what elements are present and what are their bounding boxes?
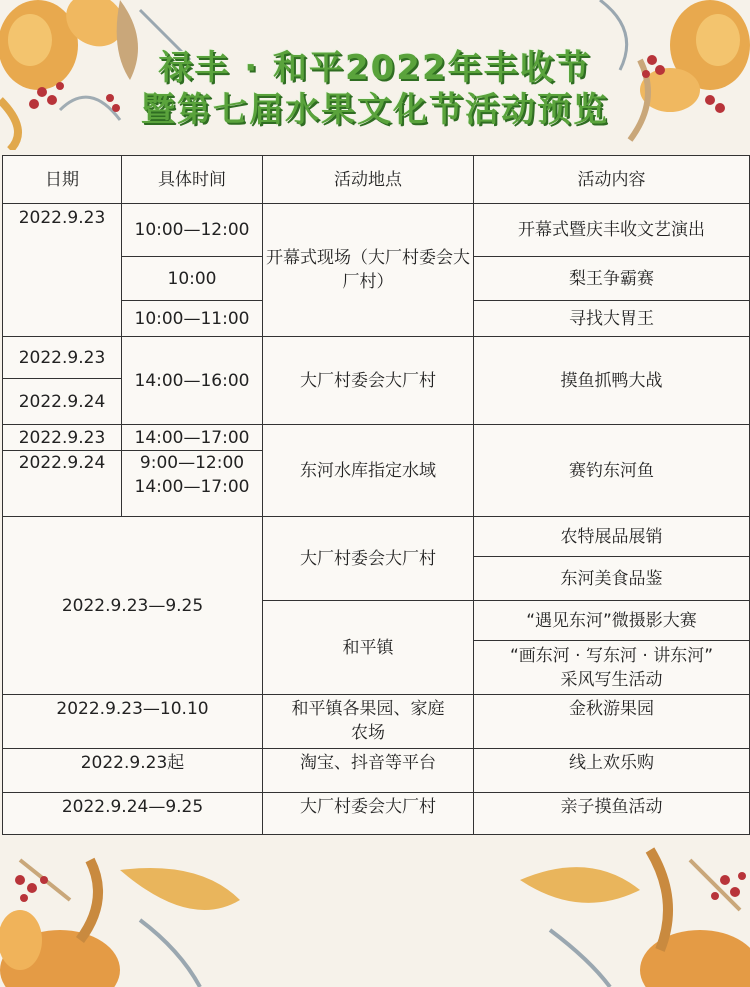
date-cell: 2022.9.23—9.25	[3, 517, 263, 695]
time-cell: 14:00—16:00	[122, 337, 263, 425]
table-row	[3, 425, 750, 451]
header-location: 活动地点	[263, 156, 474, 204]
table-row	[3, 749, 750, 793]
location-line: 和平镇各果园、家庭	[291, 699, 445, 719]
time-cell: 10:00—11:00	[122, 301, 263, 337]
table-row	[3, 793, 750, 835]
table-row	[3, 517, 750, 557]
date-cell: 2022.9.24	[3, 451, 122, 517]
header-date: 日期	[3, 156, 122, 204]
content-cell: 摸鱼抓鸭大战	[474, 337, 750, 425]
content-cell: 线上欢乐购	[474, 749, 750, 793]
autumn-leaves-bottom-left-decoration	[0, 840, 250, 987]
location-cell: 大厂村委会大厂村	[263, 793, 474, 835]
content-cell: 东河美食品鉴	[474, 557, 750, 601]
date-cell: 2022.9.23起	[3, 749, 263, 793]
content-cell: 农特展品展销	[474, 517, 750, 557]
location-cell: 淘宝、抖音等平台	[263, 749, 474, 793]
header-time: 具体时间	[122, 156, 263, 204]
autumn-leaves-bottom-right-decoration	[510, 840, 750, 987]
time-line: 14:00—17:00	[134, 477, 250, 497]
title-line-2: 暨第七届水果文化节活动预览	[141, 90, 609, 130]
content-cell: 开幕式暨庆丰收文艺演出	[474, 204, 750, 257]
activity-schedule-table	[2, 155, 750, 835]
location-line: 农场	[351, 723, 385, 743]
time-cell: 10:00—12:00	[122, 204, 263, 257]
time-cell: 14:00—17:00	[122, 425, 263, 451]
date-cell: 2022.9.23—10.10	[3, 695, 263, 749]
table-header-row	[3, 156, 750, 204]
content-cell: 寻找大胃王	[474, 301, 750, 337]
content-cell: 金秋游果园	[474, 695, 750, 749]
content-cell: 赛钓东河鱼	[474, 425, 750, 517]
content-line: “画东河 · 写东河 · 讲东河”	[509, 645, 714, 666]
content-cell-multi	[474, 641, 750, 695]
date-cell: 2022.9.23	[3, 204, 122, 337]
date-cell: 2022.9.24—9.25	[3, 793, 263, 835]
time-cell-multi	[122, 451, 263, 517]
location-cell: 大厂村委会大厂村	[263, 337, 474, 425]
time-cell: 10:00	[122, 257, 263, 301]
table-row	[3, 204, 750, 257]
time-line: 9:00—12:00	[139, 453, 245, 473]
date-cell: 2022.9.23	[3, 425, 122, 451]
header-content: 活动内容	[474, 156, 750, 204]
table-row	[3, 337, 750, 379]
location-cell: 东河水库指定水域	[263, 425, 474, 517]
location-cell: 大厂村委会大厂村	[263, 517, 474, 601]
content-line: 采风写生活动	[560, 669, 663, 690]
content-cell: 亲子摸鱼活动	[474, 793, 750, 835]
date-cell: 2022.9.23	[3, 337, 122, 379]
location-cell: 开幕式现场（大厂村委会大厂村）	[263, 204, 474, 337]
table-row	[3, 695, 750, 749]
content-cell: 梨王争霸赛	[474, 257, 750, 301]
content-cell: “遇见东河”微摄影大赛	[474, 601, 750, 641]
location-cell-multi	[263, 695, 474, 749]
date-cell: 2022.9.24	[3, 379, 122, 425]
location-cell: 和平镇	[263, 601, 474, 695]
title-line-1: 禄丰 · 和平2022年丰收节	[158, 48, 592, 88]
